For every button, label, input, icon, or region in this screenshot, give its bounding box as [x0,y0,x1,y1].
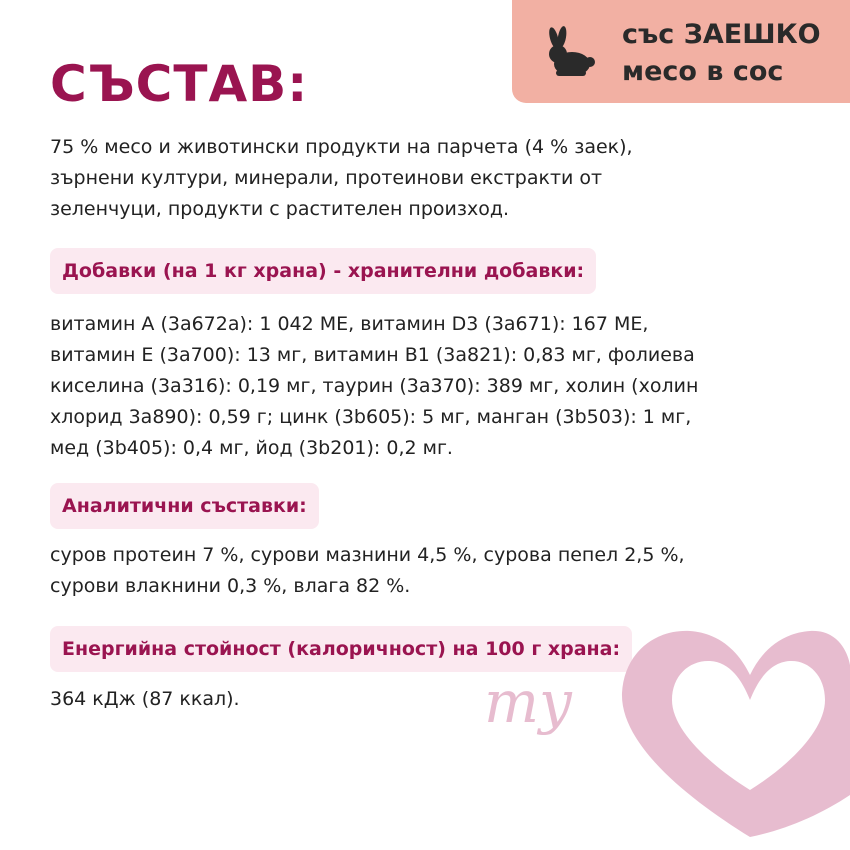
additives-line: мед (3b405): 0,4 мг, йод (3b201): 0,2 мг. [50,437,453,459]
my-logo [482,660,622,760]
composition-text [50,132,633,225]
rabbit-icon [540,24,604,80]
product-badge [512,0,850,103]
composition-line: зеленчуци, продукти с растителен произход. [50,198,510,220]
additives-line: киселина (3a316): 0,19 мг, таурин (3a370): 389 мг, холин (холин [50,375,699,397]
analytical-line: сурови влакнини 0,3 %, влага 82 %. [50,575,411,597]
composition-line: зърнени култури, минерали, протеинови екстракти от [50,167,603,189]
additives-line: витамин A (3a672a): 1 042 МЕ, витамин D3 (3a671): 167 МЕ, [50,313,649,335]
page-title: СЪСТАВ: [50,55,309,113]
analytical-line: суров протеин 7 %, сурови мазнини 4,5 %, сурова пепел 2,5 %, [50,544,685,566]
additives-text [50,309,698,464]
additives-line: хлорид 3a890): 0,59 г; цинк (3b605): 5 мг, манган (3b503): 1 мг, [50,406,692,428]
analytical-heading: Аналитични съставки: [50,483,319,529]
badge-text [622,16,821,90]
analytical-text [50,540,685,602]
additives-heading: Добавки (на 1 кг храна) - хранителни добавки: [50,248,596,294]
logo-text: my [484,668,572,736]
energy-line: 364 кДж (87 ккал). [50,688,240,710]
energy-text [50,684,240,715]
badge-line-1: със ЗАЕШКО [622,19,821,50]
additives-line: витамин Е (3a700): 13 мг, витамин В1 (3a821): 0,83 мг, фолиева [50,344,695,366]
composition-line: 75 % месо и животински продукти на парчета (4 % заек), [50,136,633,158]
badge-line-2: месо в сос [622,56,784,87]
heart-icon [600,605,850,850]
energy-heading: Енергийна стойност (калоричност) на 100 г храна: [50,626,632,672]
